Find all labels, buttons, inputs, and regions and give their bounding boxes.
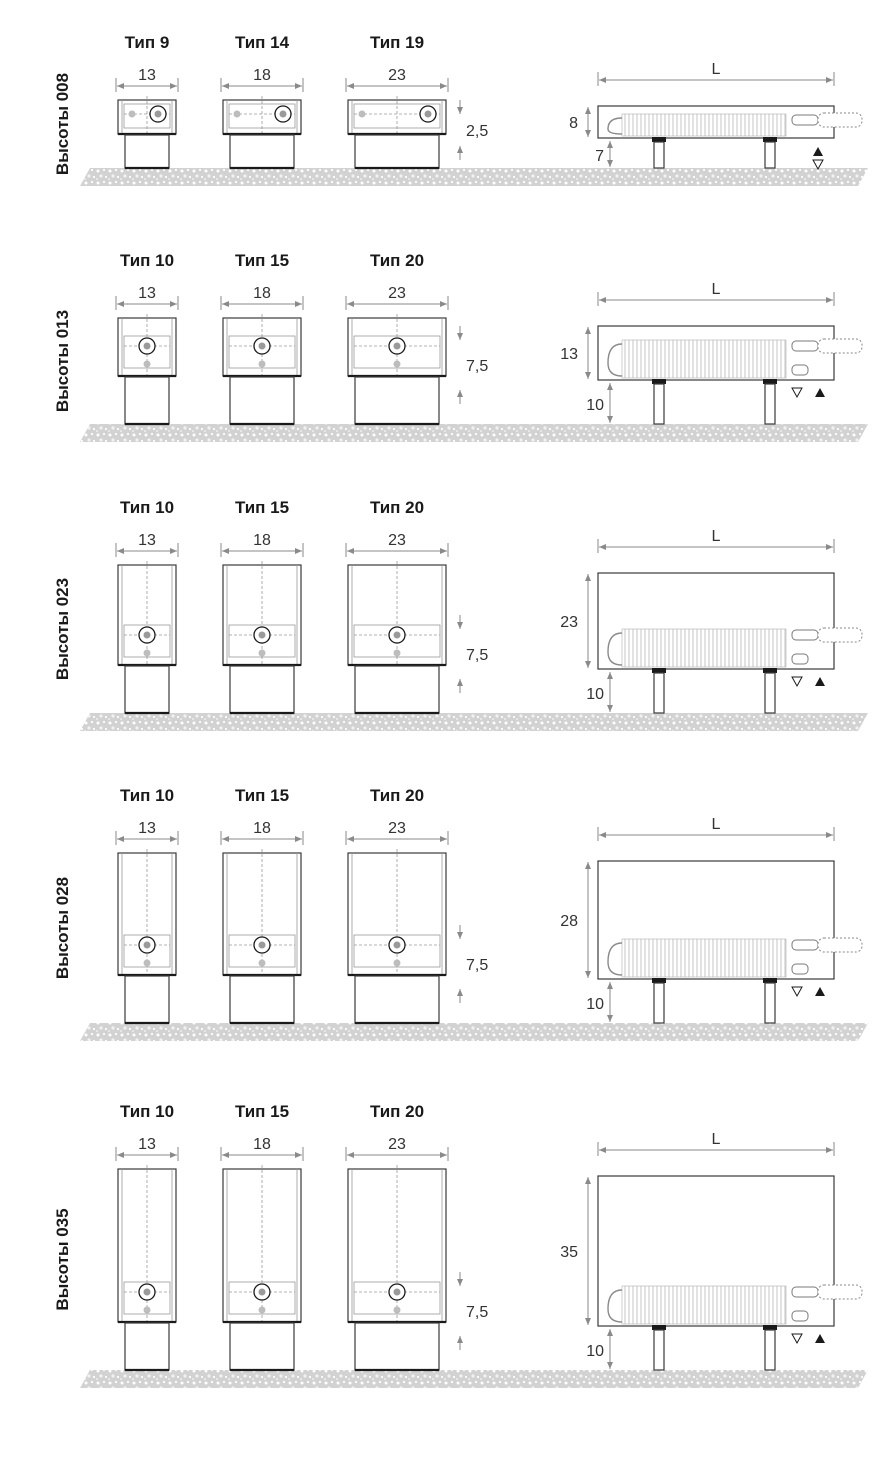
flow-out-marker xyxy=(813,160,823,169)
return-pipe xyxy=(259,960,266,967)
front-view xyxy=(569,61,862,169)
height-row xyxy=(53,251,868,442)
floor-surface xyxy=(80,1370,868,1388)
pipe-core xyxy=(259,942,266,949)
height-row xyxy=(53,498,868,731)
support-pedestal xyxy=(125,666,169,713)
type-label: Тип 20 xyxy=(369,1102,425,1121)
support-pedestal xyxy=(355,377,439,424)
return-pipe xyxy=(359,111,366,118)
leg-bracket xyxy=(652,137,666,142)
flow-in-marker xyxy=(813,147,823,156)
leg-bracket xyxy=(652,1325,666,1330)
valve-body xyxy=(792,115,818,125)
floor-surface xyxy=(80,424,868,442)
support-leg xyxy=(765,384,775,424)
return-pipe xyxy=(394,361,401,368)
width-value: 18 xyxy=(253,1136,271,1153)
leg-bracket xyxy=(763,668,777,673)
front-view xyxy=(560,528,862,713)
support-pedestal xyxy=(230,135,294,168)
end-view-3 xyxy=(346,498,448,713)
support-leg xyxy=(765,1330,775,1370)
return-pipe xyxy=(259,650,266,657)
support-leg xyxy=(654,983,664,1023)
support-pedestal xyxy=(355,1323,439,1370)
width-value: 23 xyxy=(388,1136,406,1153)
type-label: Тип 10 xyxy=(119,1102,175,1121)
flow-in-marker xyxy=(815,987,825,996)
type-label: Тип 14 xyxy=(234,33,290,52)
front-height-value: 23 xyxy=(560,614,578,631)
type-label: Тип 20 xyxy=(369,498,425,517)
support-pedestal xyxy=(125,976,169,1023)
end-view-2 xyxy=(221,498,303,713)
length-label: L xyxy=(711,281,721,298)
leg-height-value: 10 xyxy=(586,397,604,414)
pipe-core xyxy=(394,632,401,639)
pipe-core xyxy=(259,632,266,639)
return-pipe xyxy=(234,111,241,118)
support-leg xyxy=(654,673,664,713)
valve-return xyxy=(792,1311,808,1321)
end-view-1 xyxy=(116,33,178,168)
width-value: 13 xyxy=(138,1136,156,1153)
flow-out-marker xyxy=(792,1334,802,1343)
type-label: Тип 10 xyxy=(119,498,175,517)
width-value: 13 xyxy=(138,67,156,84)
front-height-value: 8 xyxy=(569,115,578,132)
valve-body xyxy=(792,630,818,640)
length-label: L xyxy=(711,61,721,78)
height-series-label: Высоты 023 xyxy=(53,577,72,681)
type-label: Тип 10 xyxy=(119,786,175,805)
type-label: Тип 15 xyxy=(234,786,290,805)
support-pedestal xyxy=(230,976,294,1023)
floor-surface xyxy=(80,168,868,186)
pipe-core xyxy=(394,942,401,949)
type-label: Тип 20 xyxy=(369,786,425,805)
width-value: 13 xyxy=(138,532,156,549)
length-label: L xyxy=(711,528,721,545)
support-leg xyxy=(765,983,775,1023)
thermostatic-head xyxy=(818,938,862,952)
thermostatic-head xyxy=(818,1285,862,1299)
heat-exchanger-fins xyxy=(622,1286,786,1324)
front-view xyxy=(560,816,862,1023)
pipe-core xyxy=(425,111,432,118)
flow-out-marker xyxy=(792,388,802,397)
thermostatic-head xyxy=(818,339,862,353)
pipe-core xyxy=(259,343,266,350)
end-view-2 xyxy=(221,33,303,168)
end-view-1 xyxy=(116,251,178,424)
return-pipe xyxy=(394,650,401,657)
front-view xyxy=(560,1131,862,1370)
support-pedestal xyxy=(230,1323,294,1370)
type-label: Тип 15 xyxy=(234,251,290,270)
height-row xyxy=(53,1102,868,1388)
support-pedestal xyxy=(355,976,439,1023)
width-value: 23 xyxy=(388,820,406,837)
pipe-core xyxy=(144,942,151,949)
side-dimension-value: 2,5 xyxy=(466,123,489,140)
support-leg xyxy=(654,384,664,424)
leg-height-value: 7 xyxy=(595,148,604,165)
width-value: 23 xyxy=(388,532,406,549)
length-label: L xyxy=(711,1131,721,1148)
leg-bracket xyxy=(652,978,666,983)
end-view-2 xyxy=(221,1102,303,1370)
width-value: 18 xyxy=(253,285,271,302)
return-pipe xyxy=(144,1307,151,1314)
side-dimension-value: 7,5 xyxy=(466,358,489,375)
pipe-core xyxy=(280,111,287,118)
leg-bracket xyxy=(763,137,777,142)
valve-return xyxy=(792,365,808,375)
front-height-value: 35 xyxy=(560,1244,578,1261)
thermostatic-head xyxy=(818,113,862,127)
front-height-value: 28 xyxy=(560,913,578,930)
valve-body xyxy=(792,341,818,351)
end-view-2 xyxy=(221,786,303,1023)
side-dimension-value: 7,5 xyxy=(466,647,489,664)
height-series-label: Высоты 028 xyxy=(53,876,72,980)
valve-return xyxy=(792,654,808,664)
return-pipe xyxy=(144,650,151,657)
heat-exchanger-fins xyxy=(622,114,786,136)
heat-exchanger-fins xyxy=(622,939,786,977)
pipe-core xyxy=(155,111,162,118)
floor-surface xyxy=(80,1023,868,1041)
height-series-label: Высоты 013 xyxy=(53,309,72,413)
return-pipe xyxy=(144,960,151,967)
pipe-core xyxy=(394,1289,401,1296)
pipe-core xyxy=(144,1289,151,1296)
flow-in-marker xyxy=(815,677,825,686)
end-view-1 xyxy=(116,498,178,713)
end-view-3 xyxy=(346,251,448,424)
pipe-core xyxy=(144,632,151,639)
support-pedestal xyxy=(125,1323,169,1370)
valve-body xyxy=(792,1287,818,1297)
support-leg xyxy=(765,673,775,713)
side-dimension-value: 7,5 xyxy=(466,957,489,974)
valve-return xyxy=(792,964,808,974)
leg-bracket xyxy=(763,1325,777,1330)
end-view-1 xyxy=(116,1102,178,1370)
width-value: 23 xyxy=(388,67,406,84)
type-label: Тип 15 xyxy=(234,498,290,517)
return-pipe xyxy=(144,361,151,368)
end-view-2 xyxy=(221,251,303,424)
return-pipe xyxy=(394,1307,401,1314)
support-pedestal xyxy=(125,135,169,168)
type-label: Тип 9 xyxy=(124,33,170,52)
end-view-3 xyxy=(346,786,448,1023)
heat-exchanger-fins xyxy=(622,340,786,378)
support-pedestal xyxy=(355,135,439,168)
leg-bracket xyxy=(652,379,666,384)
pipe-core xyxy=(394,343,401,350)
end-view-3 xyxy=(346,33,448,168)
return-pipe xyxy=(259,1307,266,1314)
return-pipe xyxy=(259,361,266,368)
flow-in-marker xyxy=(815,1334,825,1343)
pipe-core xyxy=(259,1289,266,1296)
support-pedestal xyxy=(230,666,294,713)
return-pipe xyxy=(394,960,401,967)
length-label: L xyxy=(711,816,721,833)
flow-in-marker xyxy=(815,388,825,397)
leg-bracket xyxy=(652,668,666,673)
support-pedestal xyxy=(230,377,294,424)
pipe-core xyxy=(144,343,151,350)
height-series-label: Высоты 035 xyxy=(53,1208,72,1311)
support-leg xyxy=(765,142,775,168)
leg-height-value: 10 xyxy=(586,686,604,703)
width-value: 13 xyxy=(138,820,156,837)
thermostatic-head xyxy=(818,628,862,642)
floor-surface xyxy=(80,713,868,731)
height-row xyxy=(53,786,868,1041)
return-pipe xyxy=(129,111,136,118)
leg-bracket xyxy=(763,379,777,384)
type-label: Тип 20 xyxy=(369,251,425,270)
heat-exchanger-fins xyxy=(622,629,786,667)
support-pedestal xyxy=(125,377,169,424)
side-dimension-value: 7,5 xyxy=(466,1304,489,1321)
end-view-1 xyxy=(116,786,178,1023)
support-pedestal xyxy=(355,666,439,713)
support-leg xyxy=(654,1330,664,1370)
flow-out-marker xyxy=(792,677,802,686)
valve-body xyxy=(792,940,818,950)
type-label: Тип 15 xyxy=(234,1102,290,1121)
height-row xyxy=(53,33,868,186)
width-value: 23 xyxy=(388,285,406,302)
height-series-label: Высоты 008 xyxy=(53,72,72,176)
front-view xyxy=(560,281,862,424)
flow-out-marker xyxy=(792,987,802,996)
end-view-3 xyxy=(346,1102,448,1370)
width-value: 18 xyxy=(253,67,271,84)
width-value: 13 xyxy=(138,285,156,302)
leg-height-value: 10 xyxy=(586,996,604,1013)
type-label: Тип 10 xyxy=(119,251,175,270)
width-value: 18 xyxy=(253,820,271,837)
type-label: Тип 19 xyxy=(369,33,425,52)
front-height-value: 13 xyxy=(560,346,578,363)
leg-height-value: 10 xyxy=(586,1343,604,1360)
leg-bracket xyxy=(763,978,777,983)
support-leg xyxy=(654,142,664,168)
width-value: 18 xyxy=(253,532,271,549)
